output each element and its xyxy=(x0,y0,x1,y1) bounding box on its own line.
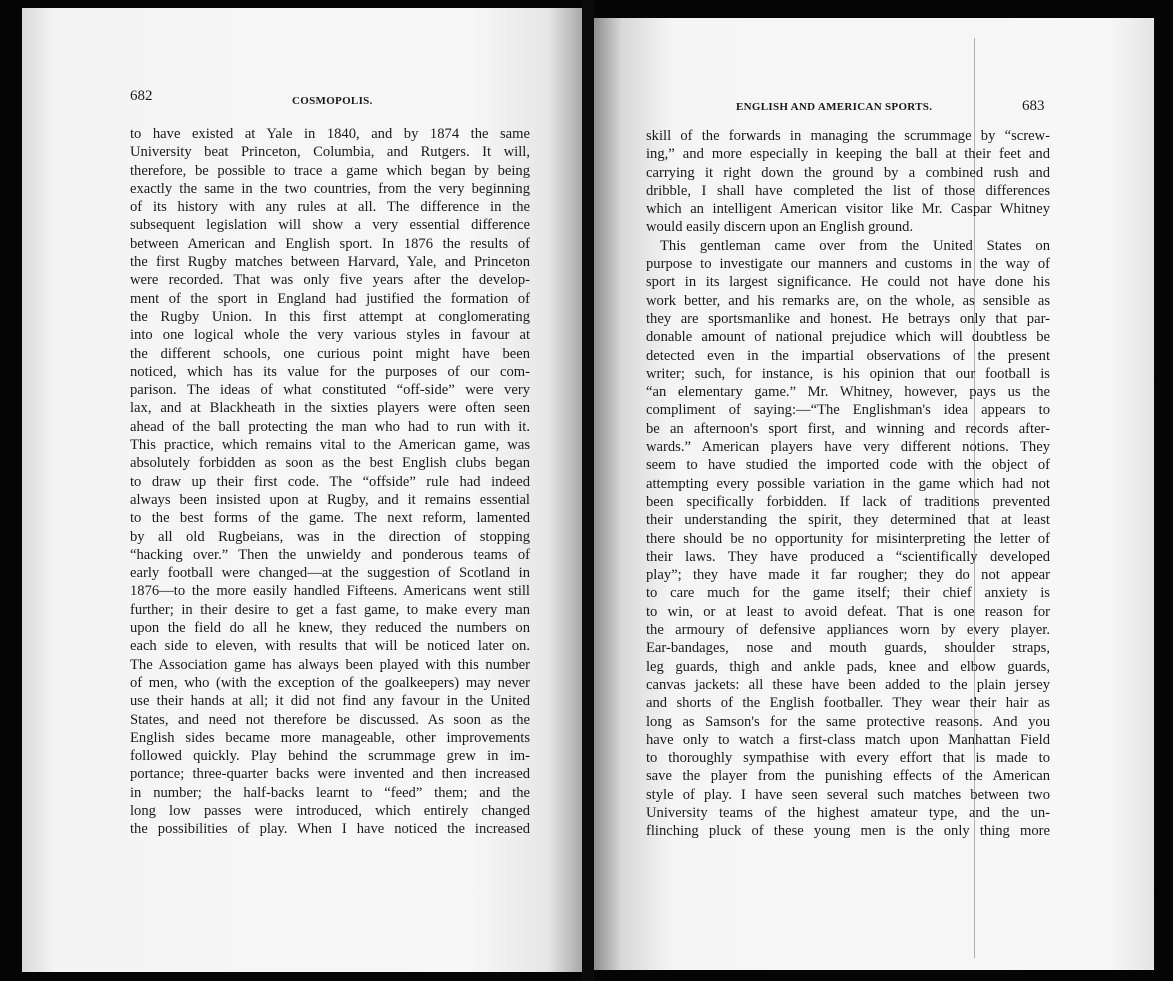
text-line: which an intelligent American visitor like Mr. Caspar Whitney xyxy=(646,201,1050,218)
text-line: by all old Rugbeians, was in the direction of stopping xyxy=(130,528,530,545)
text-line: skill of the forwards in managing the scrummage by “screw- xyxy=(646,128,1050,144)
text-line: University beat Princeton, Columbia, and Rutgers. It will, xyxy=(130,144,530,161)
text-line: to the best forms of the game. The next reform, lamented xyxy=(130,510,530,527)
text-line: portance; three-quarter backs were invented and then increased xyxy=(130,766,530,783)
text-line: the Rugby Union. In this first attempt at conglomerating xyxy=(130,308,530,325)
text-line: their understanding the spirit, they determined that at least xyxy=(646,512,1050,529)
text-line: exactly the same in the two countries, from the very beginning xyxy=(130,180,530,197)
text-line: The Association game has always been played with this number xyxy=(130,656,530,673)
text-line: to have existed at Yale in 1840, and by 1874 the same xyxy=(130,126,530,142)
text-line: Ear-bandages, nose and mouth guards, shoulder straps, xyxy=(646,640,1050,657)
text-line: lax, and at Blackheath in the sixties players were often seen xyxy=(130,400,530,417)
text-line: were recorded. That was only five years after the develop- xyxy=(130,272,530,289)
text-line: have only to watch a first-class match upon Manhattan Field xyxy=(646,731,1050,748)
text-line: compliment of saying:—“The Englishman's idea appears to xyxy=(646,402,1050,419)
right-page-number: 683 xyxy=(1022,98,1045,114)
text-line: long as Samson's for the same protective reasons. And you xyxy=(646,713,1050,730)
text-line: save the player from the punishing effects of the American xyxy=(646,768,1050,785)
text-line: University teams of the highest amateur type, and the un- xyxy=(646,804,1050,821)
text-line: This gentleman came over from the United States on xyxy=(660,237,1050,254)
text-line: followed quickly. Play behind the scrummage grew in im- xyxy=(130,748,530,765)
text-line: “an elementary game.” Mr. Whitney, however, pays us the xyxy=(646,384,1050,401)
text-line: further; in their desire to get a fast game, to make every man xyxy=(130,601,530,618)
text-line: they are sportsmanlike and honest. He betrays only that par- xyxy=(646,310,1050,327)
text-line: to care much for the game itself; their chief anxiety is xyxy=(646,585,1050,602)
text-line: be an afternoon's sport first, and winning and records after- xyxy=(646,420,1050,437)
book-gutter xyxy=(582,0,594,981)
right-running-head: ENGLISH AND AMERICAN SPORTS. xyxy=(736,101,933,113)
text-line: use their hands at all; it did not find any favour in the United xyxy=(130,693,530,710)
text-line: between American and English sport. In 1876 the results of xyxy=(130,235,530,252)
text-line: in number; the half-backs learnt to “feed” them; and the xyxy=(130,784,530,801)
text-line: purpose to investigate our manners and customs in the way of xyxy=(646,256,1050,273)
text-line: to thoroughly sympathise with every effort that is made to xyxy=(646,750,1050,767)
text-line: always been insisted upon at Rugby, and it remains essential xyxy=(130,491,530,508)
text-line: of its history with any rules at all. The difference in the xyxy=(130,199,530,216)
text-line: the first Rugby matches between Harvard, Yale, and Princeton xyxy=(130,254,530,271)
text-line: of men, who (with the exception of the goalkeepers) may never xyxy=(130,674,530,691)
text-line: dribble, I shall have completed the list of those differences xyxy=(646,182,1050,199)
text-line: would easily discern upon an English ground. xyxy=(646,219,914,236)
text-line: attempting every possible variation in the game which had not xyxy=(646,475,1050,492)
left-running-head: COSMOPOLIS. xyxy=(292,95,373,107)
text-line: parison. The ideas of what constituted “off-side” were very xyxy=(130,382,530,399)
text-line: style of play. I have seen several such matches between two xyxy=(646,786,1050,803)
text-line: States, and need not therefore be discussed. As soon as the xyxy=(130,711,530,728)
text-line: there should be no opportunity for misinterpreting the letter of xyxy=(646,530,1050,547)
text-line: writer; such, for instance, is his opinion that our football is xyxy=(646,365,1050,382)
text-line: canvas jackets: all these have been added to the plain jersey xyxy=(646,676,1050,693)
text-line: wards.” American players have very different notions. They xyxy=(646,439,1050,456)
text-line: “hacking over.” Then the unwieldy and ponderous teams of xyxy=(130,546,530,563)
text-line: carrying it right down the ground by a combined rush and xyxy=(646,164,1050,181)
text-line: 1876—to the more easily handled Fifteens. Americans went still xyxy=(130,583,530,600)
text-line: donable amount of national prejudice which will doubtless be xyxy=(646,329,1050,346)
text-line: play”; they have made it far rougher; they do not appear xyxy=(646,567,1050,584)
text-line: each side to eleven, with results that will be noticed later on. xyxy=(130,638,530,655)
text-line: to win, or at least to avoid defeat. That is one reason for xyxy=(646,603,1050,620)
text-line: absolutely forbidden as soon as the best English clubs began xyxy=(130,455,530,472)
text-line: sport in its largest significance. He could not have done his xyxy=(646,274,1050,291)
right-page xyxy=(594,18,1154,970)
text-line: noticed, which has its value for the purposes of our com- xyxy=(130,363,530,380)
text-line: and shorts of the English footballer. They wear their hair as xyxy=(646,695,1050,712)
right-text-block xyxy=(646,127,1050,841)
left-page-number: 682 xyxy=(130,88,153,104)
left-page xyxy=(22,8,582,972)
text-line: work better, and his remarks are, on the whole, as sensible as xyxy=(646,292,1050,309)
text-line: into one logical whole the very various styles in favour at xyxy=(130,327,530,344)
text-line: ahead of the ball protecting the man who had to run with it. xyxy=(130,418,530,435)
text-line: ment of the sport in England had justified the formation of xyxy=(130,290,530,307)
text-line: been specifically forbidden. If lack of traditions prevented xyxy=(646,493,1050,510)
text-line: therefore, be possible to trace a game which began by being xyxy=(130,162,530,179)
text-line: the possibilities of play. When I have noticed the increased xyxy=(130,821,530,838)
text-line: long low passes were introduced, which entirely changed xyxy=(130,802,530,819)
text-line: flinching pluck of these young men is the only thing more xyxy=(646,823,1050,840)
text-line: their laws. They have produced a “scientifically developed xyxy=(646,548,1050,565)
text-line: the armoury of defensive appliances worn by every player. xyxy=(646,622,1050,639)
text-line: upon the field do all he knew, they reduced the numbers on xyxy=(130,620,530,637)
left-text-block xyxy=(130,125,530,839)
text-line: detected even in the impartial observations of the present xyxy=(646,347,1050,364)
text-line: to draw up their first code. The “offside” rule had indeed xyxy=(130,473,530,490)
text-line: the different schools, one curious point might have been xyxy=(130,345,530,362)
text-line: English sides became more manageable, other improvements xyxy=(130,729,530,746)
text-line: early football were changed—at the suggestion of Scotland in xyxy=(130,565,530,582)
text-line: subsequent legislation will show a very essential difference xyxy=(130,217,530,234)
text-line: This practice, which remains vital to the American game, was xyxy=(130,437,530,454)
text-line: ing,” and more especially in keeping the ball at their feet and xyxy=(646,146,1050,163)
text-line: leg guards, thigh and ankle pads, knee and elbow guards, xyxy=(646,658,1050,675)
text-line: seem to have studied the imported code with the object of xyxy=(646,457,1050,474)
